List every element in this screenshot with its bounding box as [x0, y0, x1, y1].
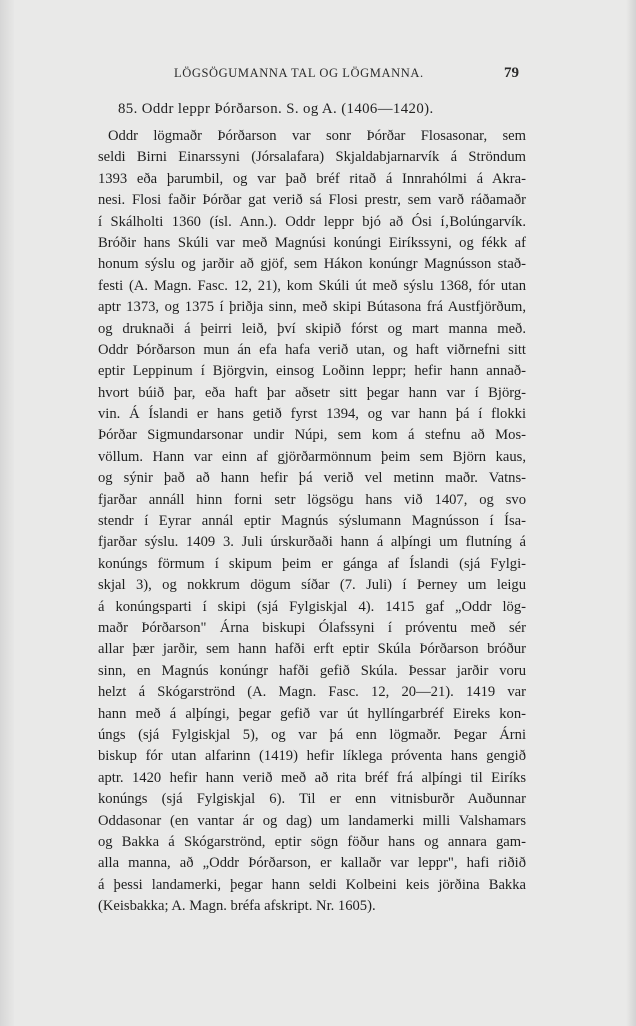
body-text — [98, 126, 526, 917]
text-line: honum sýslu og jarðir að gjöf, sem Hákon konúngr Magnússon stað- — [98, 256, 526, 273]
text-line: á þessi landamerki, þegar hann seldi Kolbeini keis jörðina Bakka — [98, 876, 526, 893]
text-line: skjal 3), og nokkrum dögum síðar (7. Juli) í Þerney um leigu — [98, 577, 526, 594]
text-line: 1393 eða þarumbil, og var það bréf ritað á Innrahólmi á Akra- — [98, 170, 526, 187]
text-line: og Bakka á Skógarströnd, eptir sögn föður hans og annara gam- — [98, 833, 526, 850]
text-line: konúngs (sjá Fylgiskjal 6). Til er enn vitnisburðr Auðunnar — [98, 791, 526, 808]
text-line: biskup fór utan alfarinn (1419) hefir líklega próventa hans gengið — [98, 748, 526, 765]
text-line: og druknaði á þeirri leið, því skipið fórst og mart manna með. — [98, 320, 526, 337]
running-head-title: LÖGSÖGUMANNA TAL OG LÖGMANNA. — [174, 66, 424, 80]
text-line: festi (A. Magn. Fasc. 12, 21), kom Skúli út með sýslu 1368, fór utan — [98, 277, 526, 294]
text-line: seldi Birni Einarssyni (Jórsalafara) Skjaldabjarnarvík á Ströndum — [98, 149, 526, 166]
section-heading: 85. Oddr leppr Þórðarson. S. og A. (1406—1420). — [118, 101, 434, 117]
page-number: 79 — [504, 65, 519, 81]
text-line: völlum. Hann var einn af gjörðarmönnum þeim sem Björn kaus, — [98, 448, 526, 465]
text-line: sinn, en Magnús konúngr hafði gefið Skúla. Þessar jarðir voru — [98, 662, 526, 679]
text-line: hvort búið þar, eða haft þar aðsetr sitt þegar hann var í Björg- — [98, 384, 526, 401]
text-line: stendr í Eyrar annál eptir Magnús sýslumann Magnússon í Ísa- — [98, 513, 526, 530]
text-line: Bróðir hans Skúli var með Magnúsi konúngi Eiríkssyni, og fékk af — [98, 234, 526, 251]
text-line: og sýnir það að hann hefir þá verið vel metinn maðr. Vatns- — [98, 470, 526, 487]
text-line: aptr 1373, og 1375 í þriðja sinn, með skipi Bútasona frá Austfjörðum, — [98, 299, 526, 316]
page-left-edge — [0, 0, 14, 1026]
text-line: eptir Leppinum í Björgvin, einsog Loðinn leppr; hefir hann annað- — [98, 363, 526, 380]
text-line: helzt á Skógarströnd (A. Magn. Fasc. 12, 20—21). 1419 var — [98, 684, 526, 701]
text-line: fjarðar sýslu. 1409 3. Juli úrskurðaði hann á alþíngi um flutníng á — [98, 534, 526, 551]
text-line: alla manna, að „Oddr Þórðarson, er kallaðr var leppr", hafi riðið — [98, 855, 526, 872]
running-head — [96, 65, 519, 86]
text-line: í Skálholti 1360 (ísl. Ann.). Oddr leppr bjó að Ósi í‚Bolúngarvík. — [98, 213, 526, 230]
text-line: úngs (sjá Fylgiskjal 5), og var þá enn lögmaðr. Þegar Árni — [98, 726, 526, 743]
text-line: konúngs förmum í skipum þeim er gánga af Íslandi (sjá Fylgi- — [98, 555, 526, 572]
text-line: á konúngsparti í skipi (sjá Fylgiskjal 4). 1415 gaf „Oddr lög- — [98, 598, 526, 615]
text-line: nesi. Flosi faðir Þórðar gat verið sá Flosi prestr, sem varð ráðamaðr — [98, 192, 526, 209]
text-line: Oddr lögmaðr Þórðarson var sonr Þórðar Flosasonar, sem — [108, 128, 526, 144]
text-line: aptr. 1420 hefir hann verið með að rita bréf frá alþíngi til Eiríks — [98, 769, 526, 786]
text-line: maðr Þórðarson" Árna biskupi Ólafssyni í próventu með sér — [98, 619, 526, 636]
text-line: Oddasonar (en vantar ár og dag) um landamerki milli Valshamars — [98, 812, 526, 829]
text-line: fjarðar annáll hinn forni setr lögsögu hans við 1407, og svo — [98, 491, 526, 508]
text-line: vin. Á Íslandi er hans getið fyrst 1394, og var hann þá í flokki — [98, 406, 526, 423]
text-line: allar þær jarðir, sem hann hafði erft eptir Skúla Þórðarson bróður — [98, 641, 526, 658]
text-line: (Keisbakka; A. Magn. bréfa afskript. Nr. 1605). — [98, 898, 376, 915]
text-line: hann með á alþíngi, þegar gefið var út hyllíngarbréf Eireks kon- — [98, 705, 526, 722]
text-line: Oddr Þórðarson mun án efa hafa verið utan, og haft viðrnefni sitt — [98, 341, 526, 358]
page-right-edge — [626, 0, 636, 1026]
text-line: Þórðar Sigmundarsonar undir Núpi, sem kom á stefnu að Mos- — [98, 427, 526, 444]
